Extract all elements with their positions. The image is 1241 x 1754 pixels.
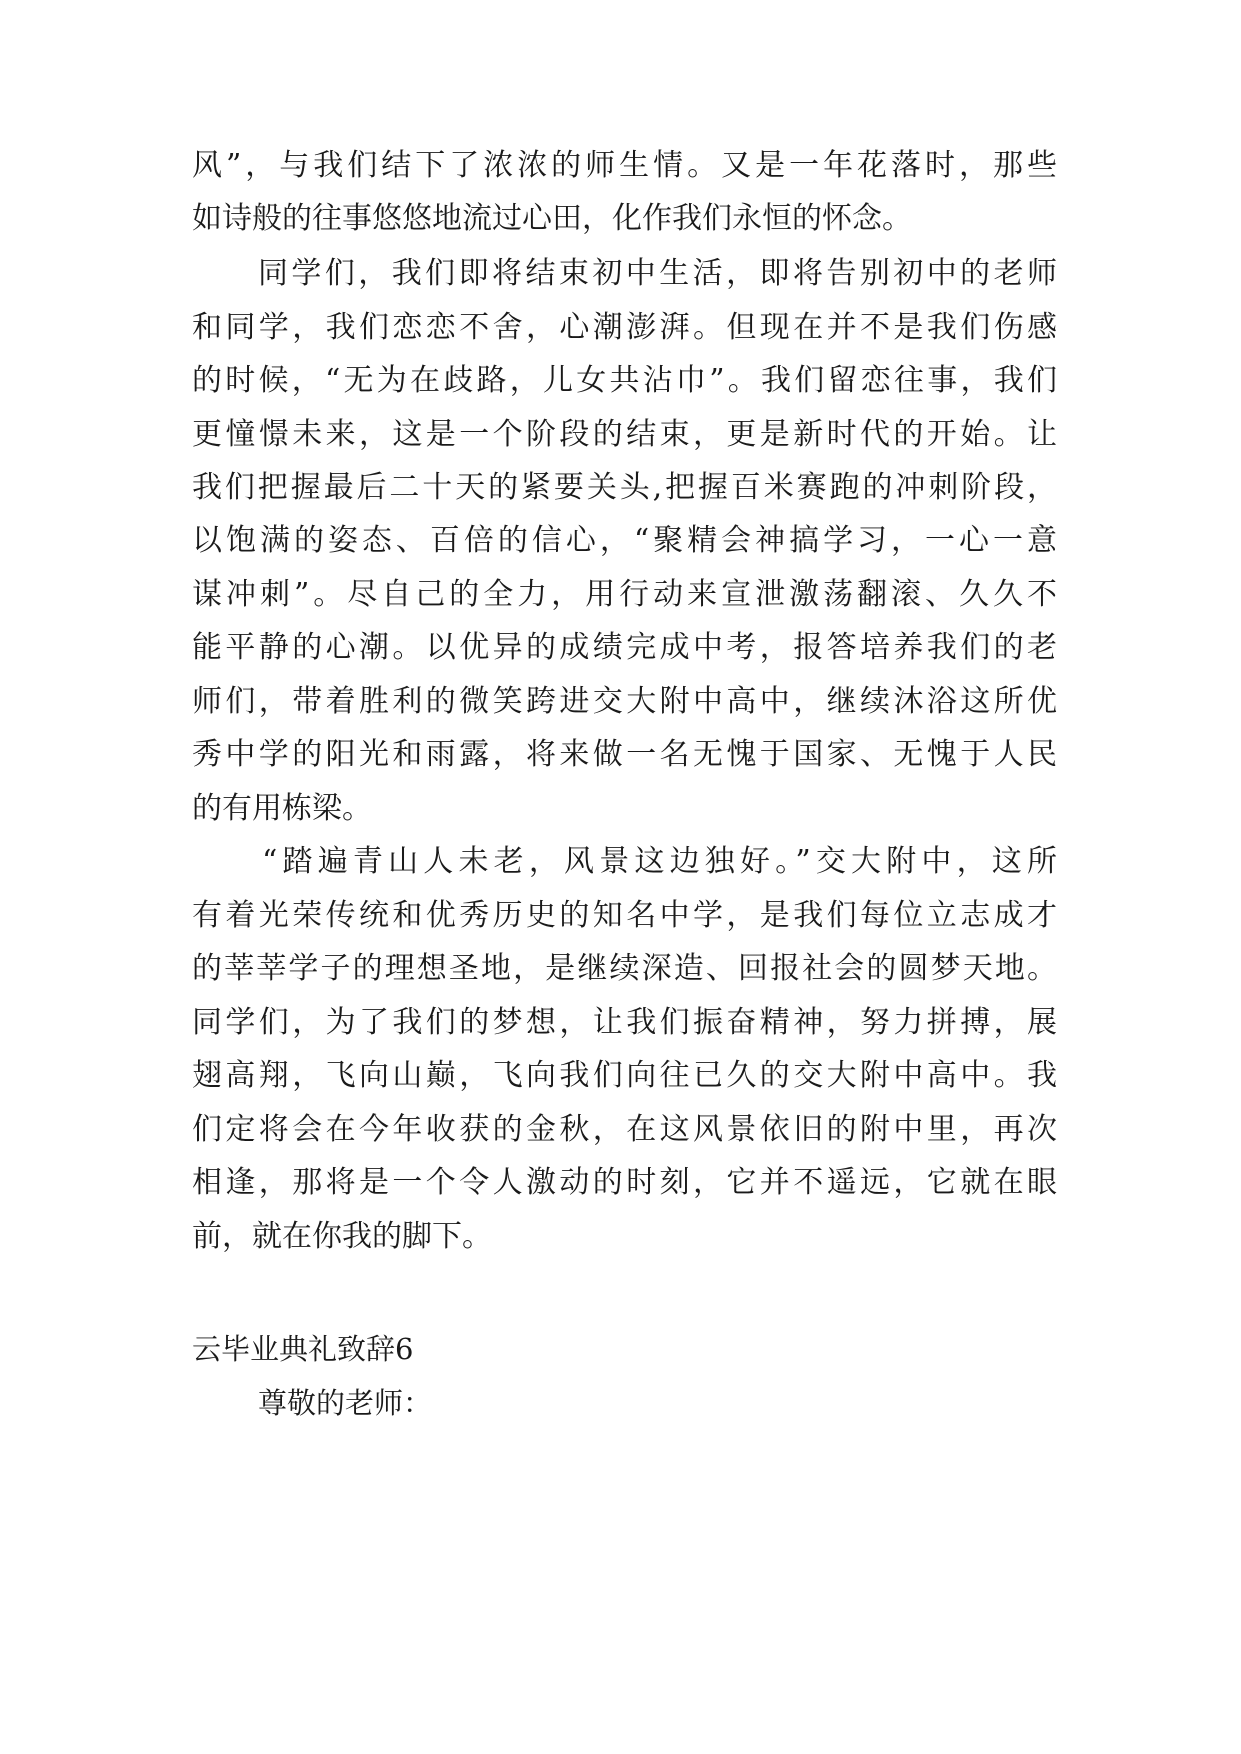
- paragraph-2-line-2: 和同学，我们恋恋不舍，心潮澎湃。但现在并不是我们伤感: [192, 310, 1057, 345]
- section-heading: 云毕业典礼致辞6: [192, 1332, 414, 1366]
- paragraph-2-line-3: 的时候，“无为在歧路，儿女共沾巾”。我们留恋往事，我们: [192, 363, 1057, 398]
- paragraph-2-line-9: 师们，带着胜利的微笑跨进交大附中高中，继续沐浴这所优: [192, 684, 1057, 719]
- paragraph-2-line-1: 同学们，我们即将结束初中生活，即将告别初中的老师: [258, 256, 1057, 291]
- paragraph-3-line-7: 相逢，那将是一个令人激动的时刻，它并不遥远，它就在眼: [192, 1165, 1057, 1200]
- paragraph-3-line-1: “踏遍青山人未老，风景这边独好。”交大附中，这所: [262, 844, 1057, 879]
- paragraph-2-line-4: 更憧憬未来，这是一个阶段的结束，更是新时代的开始。让: [192, 417, 1057, 452]
- paragraph-2-line-11: 的有用栋梁。: [192, 791, 372, 826]
- paragraph-3-line-4: 同学们，为了我们的梦想，让我们振奋精神，努力拼搏，展: [192, 1005, 1057, 1040]
- paragraph-2-line-6: 以饱满的姿态、百倍的信心，“聚精会神搞学习，一心一意: [192, 523, 1057, 558]
- paragraph-3-line-6: 们定将会在今年收获的金秋，在这风景依旧的附中里，再次: [192, 1112, 1057, 1147]
- paragraph-1-line-2: 如诗般的往事悠悠地流过心田，化作我们永恒的怀念。: [192, 201, 912, 236]
- paragraph-1-line-1: 风”，与我们结下了浓浓的师生情。又是一年花落时，那些: [192, 148, 1057, 183]
- paragraph-3-line-3: 的莘莘学子的理想圣地，是继续深造、回报社会的圆梦天地。: [192, 951, 1057, 986]
- paragraph-3-line-8: 前，就在你我的脚下。: [192, 1219, 492, 1254]
- paragraph-2-line-10: 秀中学的阳光和雨露，将来做一名无愧于国家、无愧于人民: [192, 737, 1057, 772]
- paragraph-2-line-8: 能平静的心潮。以优异的成绩完成中考，报答培养我们的老: [192, 630, 1057, 665]
- paragraph-2-line-5: 我们把握最后二十天的紧要关头,把握百米赛跑的冲刺阶段，: [192, 470, 1057, 505]
- paragraph-3-line-2: 有着光荣传统和优秀历史的知名中学，是我们每位立志成才: [192, 898, 1057, 933]
- paragraph-3-line-5: 翅高翔，飞向山巅，飞向我们向往已久的交大附中高中。我: [192, 1058, 1057, 1093]
- salutation: 尊敬的老师：: [258, 1386, 433, 1420]
- paragraph-2-line-7: 谋冲刺”。尽自己的全力，用行动来宣泄激荡翻滚、久久不: [192, 577, 1057, 612]
